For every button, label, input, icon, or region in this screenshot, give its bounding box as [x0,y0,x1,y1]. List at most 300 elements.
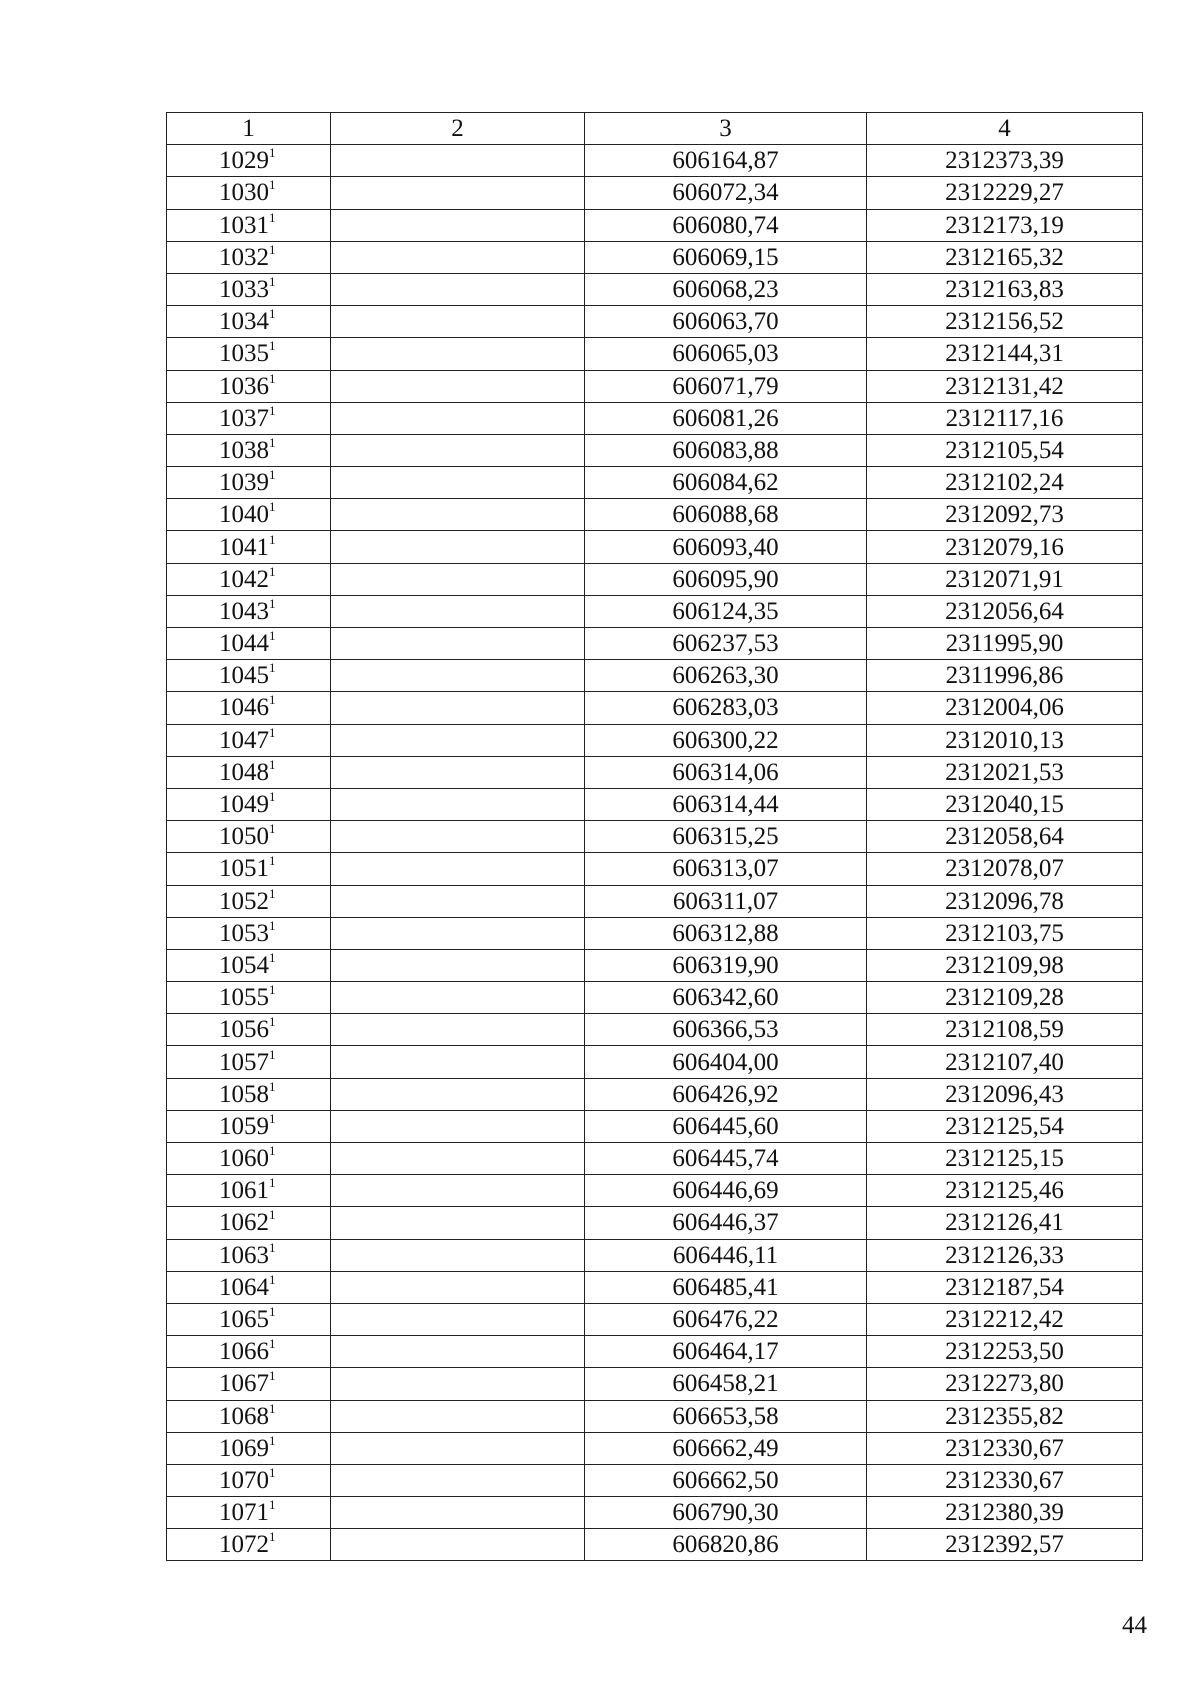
x-coordinate-cell: 606311,07 [585,885,867,917]
point-number: 1033 [219,276,269,304]
point-number-cell [167,1239,331,1271]
point-index-superscript: 1 [269,1046,276,1062]
point-number: 1038 [219,436,269,464]
point-number: 1069 [219,1434,269,1462]
point-index-superscript: 1 [269,724,276,740]
point-index-superscript: 1 [269,917,276,933]
point-number-cell [167,756,331,788]
point-number-cell [167,853,331,885]
point-number-cell [167,338,331,370]
table-row [167,1175,1143,1207]
point-index-superscript: 1 [269,1110,276,1126]
name-cell [331,1303,585,1335]
name-cell [331,788,585,820]
point-number-cell [167,885,331,917]
name-cell [331,1529,585,1561]
table-header-row [167,113,1143,145]
point-number: 1060 [219,1145,269,1173]
y-coordinate-cell: 2312105,54 [867,434,1143,466]
table-row [167,209,1143,241]
table-row [167,628,1143,660]
name-cell [331,402,585,434]
point-index-superscript: 1 [269,1078,276,1094]
point-number: 1032 [219,243,269,271]
name-cell [331,563,585,595]
name-cell [331,467,585,499]
x-coordinate-cell: 606093,40 [585,531,867,563]
x-coordinate-cell: 606653,58 [585,1400,867,1432]
y-coordinate-cell: 2312078,07 [867,853,1143,885]
point-index-superscript: 1 [269,1014,276,1030]
x-coordinate-cell: 606312,88 [585,917,867,949]
point-index-superscript: 1 [269,821,276,837]
table-row [167,1239,1143,1271]
coordinates-table [166,112,1143,1561]
point-number: 1030 [219,179,269,207]
name-cell [331,1014,585,1046]
point-number-cell [167,628,331,660]
name-cell [331,531,585,563]
table-row [167,660,1143,692]
y-coordinate-cell: 2312273,80 [867,1368,1143,1400]
x-coordinate-cell: 606446,69 [585,1175,867,1207]
point-number-cell [167,1046,331,1078]
name-cell [331,1046,585,1078]
x-coordinate-cell: 606072,34 [585,177,867,209]
y-coordinate-cell: 2312125,15 [867,1143,1143,1175]
column-header-2: 2 [331,113,585,145]
table-row [167,273,1143,305]
point-number-cell [167,306,331,338]
x-coordinate-cell: 606319,90 [585,949,867,981]
point-number-cell [167,788,331,820]
name-cell [331,917,585,949]
point-number-cell [167,1303,331,1335]
x-coordinate-cell: 606069,15 [585,241,867,273]
point-number-cell [167,1143,331,1175]
y-coordinate-cell: 2312109,98 [867,949,1143,981]
x-coordinate-cell: 606464,17 [585,1336,867,1368]
table-row [167,177,1143,209]
y-coordinate-cell: 2312380,39 [867,1497,1143,1529]
x-coordinate-cell: 606164,87 [585,145,867,177]
point-number: 1029 [219,147,269,175]
y-coordinate-cell: 2312125,54 [867,1110,1143,1142]
name-cell [331,1207,585,1239]
point-number-cell [167,1014,331,1046]
x-coordinate-cell: 606446,37 [585,1207,867,1239]
y-coordinate-cell: 2312355,82 [867,1400,1143,1432]
point-index-superscript: 1 [269,692,276,708]
point-number-cell [167,209,331,241]
point-number: 1071 [219,1499,269,1527]
point-number: 1062 [219,1209,269,1237]
x-coordinate-cell: 606790,30 [585,1497,867,1529]
point-number: 1053 [219,919,269,947]
point-number: 1052 [219,887,269,915]
point-index-superscript: 1 [269,756,276,772]
x-coordinate-cell: 606083,88 [585,434,867,466]
name-cell [331,982,585,1014]
x-coordinate-cell: 606263,30 [585,660,867,692]
x-coordinate-cell: 606300,22 [585,724,867,756]
x-coordinate-cell: 606315,25 [585,821,867,853]
table-row [167,949,1143,981]
y-coordinate-cell: 2312096,78 [867,885,1143,917]
point-index-superscript: 1 [269,660,276,676]
y-coordinate-cell: 2312173,19 [867,209,1143,241]
y-coordinate-cell: 2312253,50 [867,1336,1143,1368]
column-header-3: 3 [585,113,867,145]
point-number-cell [167,949,331,981]
table-row [167,1207,1143,1239]
point-number: 1054 [219,951,269,979]
name-cell [331,853,585,885]
point-index-superscript: 1 [269,789,276,805]
name-cell [331,1497,585,1529]
table-row [167,306,1143,338]
point-number: 1044 [219,630,269,658]
name-cell [331,628,585,660]
table-row [167,917,1143,949]
point-number: 1042 [219,565,269,593]
point-index-superscript: 1 [269,595,276,611]
table-row [167,821,1143,853]
name-cell [331,1432,585,1464]
point-index-superscript: 1 [269,499,276,515]
y-coordinate-cell: 2312040,15 [867,788,1143,820]
x-coordinate-cell: 606404,00 [585,1046,867,1078]
name-cell [331,434,585,466]
point-index-superscript: 1 [269,1304,276,1320]
point-index-superscript: 1 [269,1464,276,1480]
point-index-superscript: 1 [269,1529,276,1545]
point-number-cell [167,660,331,692]
y-coordinate-cell: 2312056,64 [867,595,1143,627]
point-index-superscript: 1 [269,1432,276,1448]
point-number: 1058 [219,1080,269,1108]
x-coordinate-cell: 606662,49 [585,1432,867,1464]
x-coordinate-cell: 606662,50 [585,1464,867,1496]
point-number: 1049 [219,791,269,819]
name-cell [331,949,585,981]
name-cell [331,724,585,756]
table-row [167,1014,1143,1046]
x-coordinate-cell: 606366,53 [585,1014,867,1046]
point-number-cell [167,1400,331,1432]
point-index-superscript: 1 [269,563,276,579]
y-coordinate-cell: 2312109,28 [867,982,1143,1014]
x-coordinate-cell: 606068,23 [585,273,867,305]
name-cell [331,692,585,724]
table-row [167,1143,1143,1175]
point-number: 1067 [219,1370,269,1398]
y-coordinate-cell: 2311995,90 [867,628,1143,660]
point-number: 1064 [219,1273,269,1301]
table-row [167,241,1143,273]
point-number: 1031 [219,211,269,239]
point-number: 1034 [219,308,269,336]
point-number-cell [167,1175,331,1207]
point-index-superscript: 1 [269,1239,276,1255]
point-number-cell [167,595,331,627]
point-number: 1039 [219,469,269,497]
table-row [167,788,1143,820]
name-cell [331,1271,585,1303]
point-number: 1050 [219,823,269,851]
table-row [167,1529,1143,1561]
x-coordinate-cell: 606458,21 [585,1368,867,1400]
point-number-cell [167,1207,331,1239]
point-number: 1055 [219,984,269,1012]
point-number-cell [167,241,331,273]
point-number-cell [167,145,331,177]
x-coordinate-cell: 606446,11 [585,1239,867,1271]
point-number: 1047 [219,726,269,754]
x-coordinate-cell: 606065,03 [585,338,867,370]
point-number: 1036 [219,372,269,400]
point-number-cell [167,692,331,724]
point-index-superscript: 1 [269,1368,276,1384]
point-index-superscript: 1 [269,209,276,225]
point-index-superscript: 1 [269,402,276,418]
point-number-cell [167,982,331,1014]
table-row [167,724,1143,756]
x-coordinate-cell: 606071,79 [585,370,867,402]
point-number-cell [167,467,331,499]
point-number: 1066 [219,1338,269,1366]
y-coordinate-cell: 2312117,16 [867,402,1143,434]
x-coordinate-cell: 606124,35 [585,595,867,627]
table-row [167,1432,1143,1464]
point-number-cell [167,499,331,531]
point-number-cell [167,434,331,466]
point-number-cell [167,1336,331,1368]
point-index-superscript: 1 [269,531,276,547]
table-row [167,563,1143,595]
name-cell [331,241,585,273]
name-cell [331,660,585,692]
table-row [167,853,1143,885]
table-row [167,402,1143,434]
y-coordinate-cell: 2312373,39 [867,145,1143,177]
table-row [167,1400,1143,1432]
x-coordinate-cell: 606283,03 [585,692,867,724]
point-number: 1061 [219,1177,269,1205]
point-number-cell [167,1432,331,1464]
point-index-superscript: 1 [269,434,276,450]
y-coordinate-cell: 2312103,75 [867,917,1143,949]
point-index-superscript: 1 [269,338,276,354]
point-number: 1045 [219,662,269,690]
point-number: 1040 [219,501,269,529]
point-index-superscript: 1 [269,1336,276,1352]
point-index-superscript: 1 [269,177,276,193]
page-number: 44 [1122,1612,1147,1639]
y-coordinate-cell: 2312330,67 [867,1432,1143,1464]
y-coordinate-cell: 2312126,41 [867,1207,1143,1239]
y-coordinate-cell: 2312330,67 [867,1464,1143,1496]
x-coordinate-cell: 606314,06 [585,756,867,788]
y-coordinate-cell: 2312212,42 [867,1303,1143,1335]
name-cell [331,821,585,853]
point-number: 1056 [219,1016,269,1044]
x-coordinate-cell: 606063,70 [585,306,867,338]
point-index-superscript: 1 [269,628,276,644]
table-row [167,1078,1143,1110]
y-coordinate-cell: 2312108,59 [867,1014,1143,1046]
y-coordinate-cell: 2312092,73 [867,499,1143,531]
point-index-superscript: 1 [269,467,276,483]
point-number-cell [167,1497,331,1529]
y-coordinate-cell: 2312021,53 [867,756,1143,788]
table-row [167,595,1143,627]
table-row [167,434,1143,466]
table-body [167,145,1143,1561]
name-cell [331,1464,585,1496]
table-row [167,1046,1143,1078]
name-cell [331,885,585,917]
point-index-superscript: 1 [269,1207,276,1223]
x-coordinate-cell: 606314,44 [585,788,867,820]
point-index-superscript: 1 [269,274,276,290]
point-number: 1043 [219,597,269,625]
point-index-superscript: 1 [269,370,276,386]
x-coordinate-cell: 606080,74 [585,209,867,241]
x-coordinate-cell: 606342,60 [585,982,867,1014]
point-number-cell [167,531,331,563]
point-index-superscript: 1 [269,241,276,257]
point-number-cell [167,370,331,402]
x-coordinate-cell: 606095,90 [585,563,867,595]
table-row [167,692,1143,724]
table-row [167,885,1143,917]
name-cell [331,209,585,241]
name-cell [331,273,585,305]
y-coordinate-cell: 2312229,27 [867,177,1143,209]
y-coordinate-cell: 2312126,33 [867,1239,1143,1271]
table-row [167,1464,1143,1496]
point-index-superscript: 1 [269,982,276,998]
point-index-superscript: 1 [269,1271,276,1287]
y-coordinate-cell: 2312004,06 [867,692,1143,724]
y-coordinate-cell: 2312058,64 [867,821,1143,853]
column-header-4: 4 [867,113,1143,145]
name-cell [331,595,585,627]
table-row [167,531,1143,563]
table-row [167,1497,1143,1529]
point-number-cell [167,563,331,595]
table-row [167,499,1143,531]
point-number-cell [167,1271,331,1303]
point-number-cell [167,724,331,756]
point-index-superscript: 1 [269,949,276,965]
column-header-1: 1 [167,113,331,145]
x-coordinate-cell: 606426,92 [585,1078,867,1110]
table-row [167,756,1143,788]
x-coordinate-cell: 606485,41 [585,1271,867,1303]
x-coordinate-cell: 606237,53 [585,628,867,660]
name-cell [331,1143,585,1175]
y-coordinate-cell: 2312010,13 [867,724,1143,756]
name-cell [331,499,585,531]
point-number: 1063 [219,1241,269,1269]
y-coordinate-cell: 2312165,32 [867,241,1143,273]
name-cell [331,145,585,177]
table-row [167,1271,1143,1303]
table-row [167,145,1143,177]
name-cell [331,177,585,209]
name-cell [331,1110,585,1142]
y-coordinate-cell: 2312392,57 [867,1529,1143,1561]
table-row [167,1303,1143,1335]
point-number-cell [167,177,331,209]
point-number-cell [167,917,331,949]
point-number: 1037 [219,404,269,432]
table-row [167,338,1143,370]
point-number-cell [167,273,331,305]
point-number: 1035 [219,340,269,368]
y-coordinate-cell: 2312156,52 [867,306,1143,338]
name-cell [331,756,585,788]
point-number: 1070 [219,1466,269,1494]
point-number: 1065 [219,1306,269,1334]
x-coordinate-cell: 606088,68 [585,499,867,531]
y-coordinate-cell: 2312096,43 [867,1078,1143,1110]
x-coordinate-cell: 606313,07 [585,853,867,885]
name-cell [331,306,585,338]
name-cell [331,1239,585,1271]
table-row [167,1368,1143,1400]
table-row [167,982,1143,1014]
y-coordinate-cell: 2311996,86 [867,660,1143,692]
point-number: 1059 [219,1112,269,1140]
name-cell [331,338,585,370]
point-number-cell [167,402,331,434]
point-number: 1057 [219,1048,269,1076]
y-coordinate-cell: 2312144,31 [867,338,1143,370]
point-index-superscript: 1 [269,145,276,161]
point-number-cell [167,1078,331,1110]
table-row [167,467,1143,499]
table-row [167,370,1143,402]
y-coordinate-cell: 2312102,24 [867,467,1143,499]
table-row [167,1110,1143,1142]
x-coordinate-cell: 606476,22 [585,1303,867,1335]
name-cell [331,370,585,402]
point-index-superscript: 1 [269,1143,276,1159]
point-number-cell [167,821,331,853]
y-coordinate-cell: 2312107,40 [867,1046,1143,1078]
point-number: 1068 [219,1402,269,1430]
name-cell [331,1368,585,1400]
point-index-superscript: 1 [269,853,276,869]
point-index-superscript: 1 [269,1400,276,1416]
y-coordinate-cell: 2312079,16 [867,531,1143,563]
point-number: 1051 [219,855,269,883]
point-number: 1046 [219,694,269,722]
point-number-cell [167,1529,331,1561]
name-cell [331,1175,585,1207]
name-cell [331,1078,585,1110]
point-number-cell [167,1464,331,1496]
point-number-cell [167,1110,331,1142]
table-row [167,1336,1143,1368]
point-index-superscript: 1 [269,1175,276,1191]
point-number: 1072 [219,1531,269,1559]
name-cell [331,1336,585,1368]
x-coordinate-cell: 606445,60 [585,1110,867,1142]
